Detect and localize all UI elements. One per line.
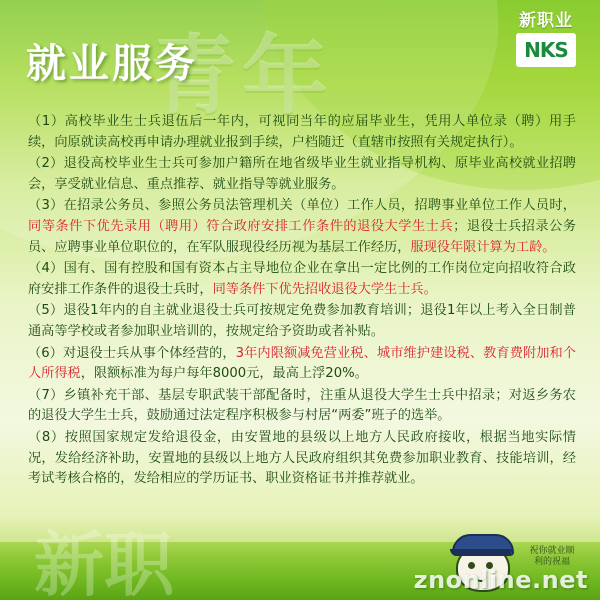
mascot-cap-brim (450, 549, 512, 556)
paragraph-segment: （7）乡镇补充干部、基层专职武装干部配备时，注重从退役大学生士兵中招录；对返乡务农的退役大学生士兵，鼓励通过法定程序积极参与村居“两委”班子的选举。 (28, 387, 576, 424)
paragraph-8 (28, 428, 576, 490)
paragraph-segment: 同等条件下优先招收退役大学生士兵。 (212, 281, 437, 297)
brand-logo (500, 6, 592, 67)
paragraph-segment: （8）按照国家规定发给退役金，由安置地的县级以上地方人民政府接收，根据当地实际情况，发给经济补助，安置地的县级以上地方人民政府组织其免费参加职业教育、技能培训，经考试考核合格的，发给相应的学历证书、职业资格证书并推荐就业。 (28, 429, 576, 487)
paragraph-segment: （3）在招录公务员、参照公务员法管理机关（单位）工作人员，招聘事业单位工作人员时， (28, 198, 576, 214)
paragraph-segment: （2）退役高校毕业生士兵可参加户籍所在地省级毕业生就业指导机构、原毕业高校就业招聘会，享受就业信息、重点推荐、就业指导等就业服务。 (28, 156, 576, 192)
paragraph-segment: （1）高校毕业生士兵退伍后一年内，可视同当年的应届毕业生，凭用人单位录（聘）用手续，向原就读高校再申请办理就业报到手续，户档随迁（直辖市按照有关规定执行）。 (28, 114, 576, 150)
paragraph-7 (28, 386, 576, 427)
paragraph-segment: 服现役年限计算为工龄。 (410, 239, 556, 255)
paragraph-6 (28, 344, 576, 385)
paragraph-segment: 3年内限额减免营业税、城市维护建设税、教育费附加和个人所得税 (28, 345, 576, 382)
paragraph-4 (28, 259, 576, 300)
paragraph-segment: ，限额标准为每户每年8000元，最高上浮20%。 (80, 366, 368, 382)
brand-logo-mark-box (516, 33, 576, 67)
paragraph-segment: 同等条件下优先录用（聘用）符合政府安排工作条件的退役大学生士兵 (28, 218, 454, 234)
paragraph-5 (28, 301, 576, 342)
brand-logo-text: 新职业 (519, 11, 573, 31)
paragraph-segment: ；退役士兵招录公务员、应聘事业单位职位的，在军队服现役经历视为基层工作经历， (28, 218, 577, 255)
background-watermark-text: 青年 (150, 26, 334, 126)
content-body (28, 112, 576, 491)
paragraph-2 (28, 154, 576, 195)
paragraph-3 (28, 196, 576, 258)
paragraph-1 (28, 112, 576, 153)
site-watermark: znonline.net (413, 566, 588, 594)
bottom-decorative-text: 新职 (34, 524, 174, 600)
paragraph-segment: （6）对退役士兵从事个体经营的， (28, 345, 236, 361)
paragraph-segment: （5）退役1年内的自主就业退役士兵可按规定免费参加教育培训；退役1年以上考入全日制普通高等学校或者参加职业培训的，按规定给予资助或者补贴。 (28, 303, 576, 339)
page-title: 就业服务 (26, 41, 198, 87)
brand-logo-mark: NKS (524, 38, 568, 62)
paragraph-segment: （4）国有、国有控股和国有资本占主导地位企业在拿出一定比例的工作岗位定向招收符合政府安排工作条件的退役士兵时， (28, 261, 576, 297)
mascot-speech-text: 祝你就业顺利的祝福 (529, 546, 575, 567)
